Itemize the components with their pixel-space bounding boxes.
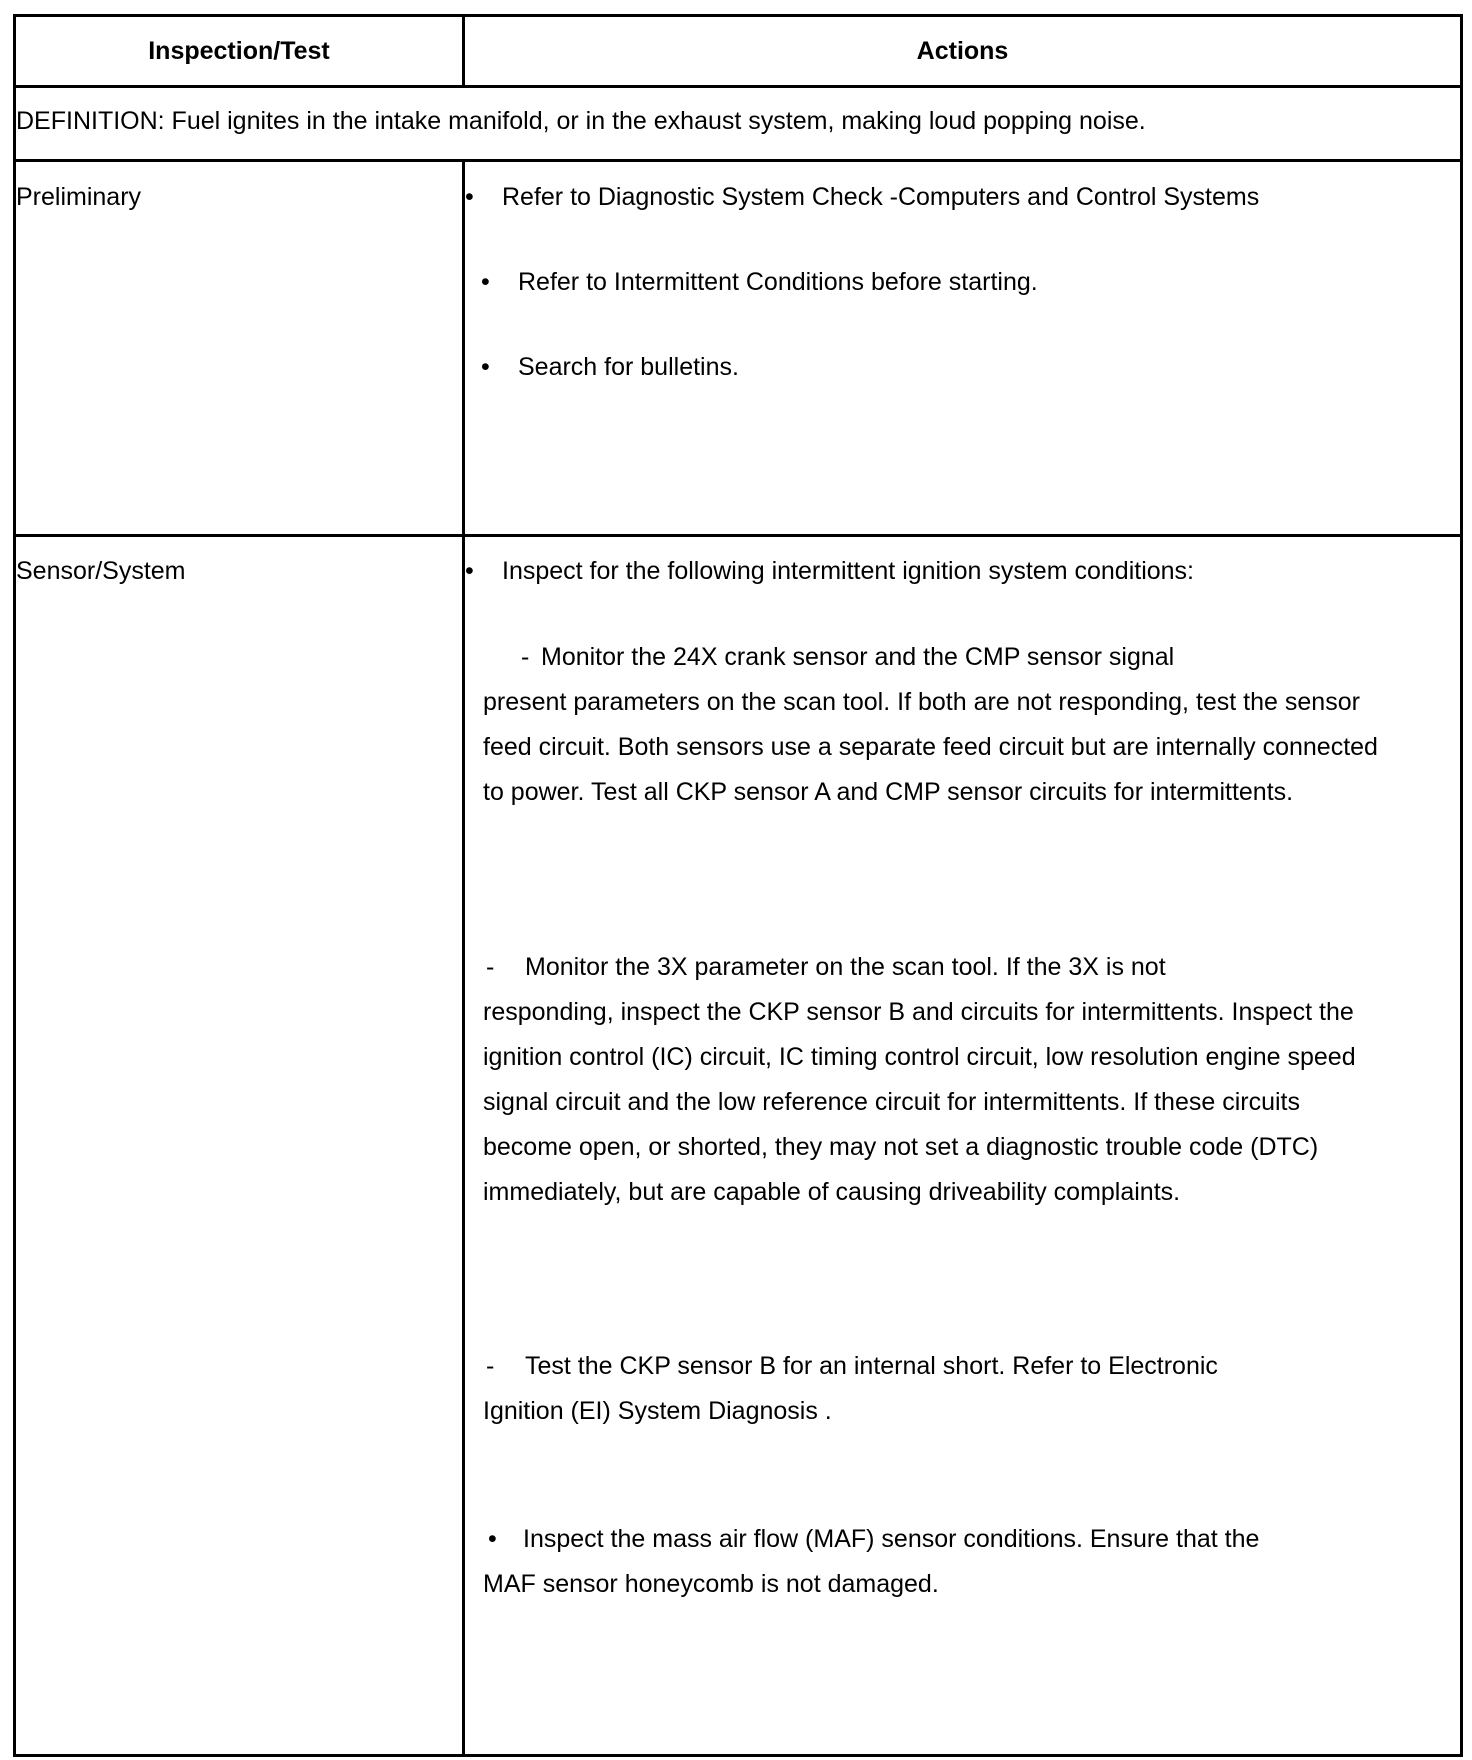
action-text: Inspect for the following intermittent ignition system conditions:: [502, 557, 1195, 585]
action-text: Refer to Diagnostic System Check -Computers and Control Systems: [502, 183, 1260, 211]
action-text: Inspect the mass air flow (MAF) sensor conditions. Ensure that the: [523, 1525, 1260, 1553]
body-column-divider: [462, 159, 465, 1757]
header-divider: [16, 85, 1460, 88]
action-text: Monitor the 3X parameter on the scan tool. If the 3X is not: [525, 953, 1166, 981]
row-divider: [16, 534, 1460, 537]
action-paragraph: [483, 1517, 1383, 1607]
action-paragraph: [483, 945, 1383, 1215]
dash-marker: -: [486, 953, 495, 981]
bullet-marker: •: [465, 557, 474, 585]
action-paragraph: [483, 1344, 1383, 1434]
row-label-preliminary: Preliminary: [16, 183, 142, 211]
action-text: Refer to Intermittent Conditions before starting.: [518, 268, 1038, 296]
action-continuation: Ignition (EI) System Diagnosis .: [483, 1397, 832, 1425]
dash-marker: -: [521, 643, 530, 671]
bullet-marker: •: [481, 353, 490, 381]
header-actions: Actions: [916, 37, 1009, 65]
definition-divider: [16, 159, 1460, 162]
action-text: Monitor the 24X crank sensor and the CMP sensor signal: [541, 643, 1175, 671]
bullet-marker: •: [481, 268, 490, 296]
action-text: Search for bulletins.: [518, 353, 739, 381]
action-paragraph: [483, 635, 1383, 815]
bullet-marker: •: [488, 1525, 497, 1553]
definition-text: DEFINITION: Fuel ignites in the intake manifold, or in the exhaust system, making loud popping noise.: [16, 107, 1146, 135]
header-inspection-test: Inspection/Test: [148, 37, 330, 65]
action-continuation: MAF sensor honeycomb is not damaged.: [483, 1570, 939, 1598]
diagnostic-table: [13, 14, 1463, 1757]
action-continuation: responding, inspect the CKP sensor B and circuits for intermittents. Inspect the ignition control (IC) circuit, IC timing control circuit, low resolution engine speed signal circuit and the low reference circuit for intermittents. If these circuits become open, or shorted, they may not set a diagnostic trouble code (DTC) immediately, but are capable of causing driveability complaints.: [483, 998, 1356, 1206]
bullet-marker: •: [465, 183, 474, 211]
action-continuation: present parameters on the scan tool. If both are not responding, test the sensor feed circuit. Both sensors use a separate feed circuit but are internally connected to power. Test all CKP sensor A and CMP sensor circuits for intermittents.: [483, 688, 1378, 806]
action-text: Test the CKP sensor B for an internal short. Refer to Electronic: [525, 1352, 1218, 1380]
dash-marker: -: [486, 1352, 495, 1380]
row-label-sensor-system: Sensor/System: [16, 557, 186, 585]
